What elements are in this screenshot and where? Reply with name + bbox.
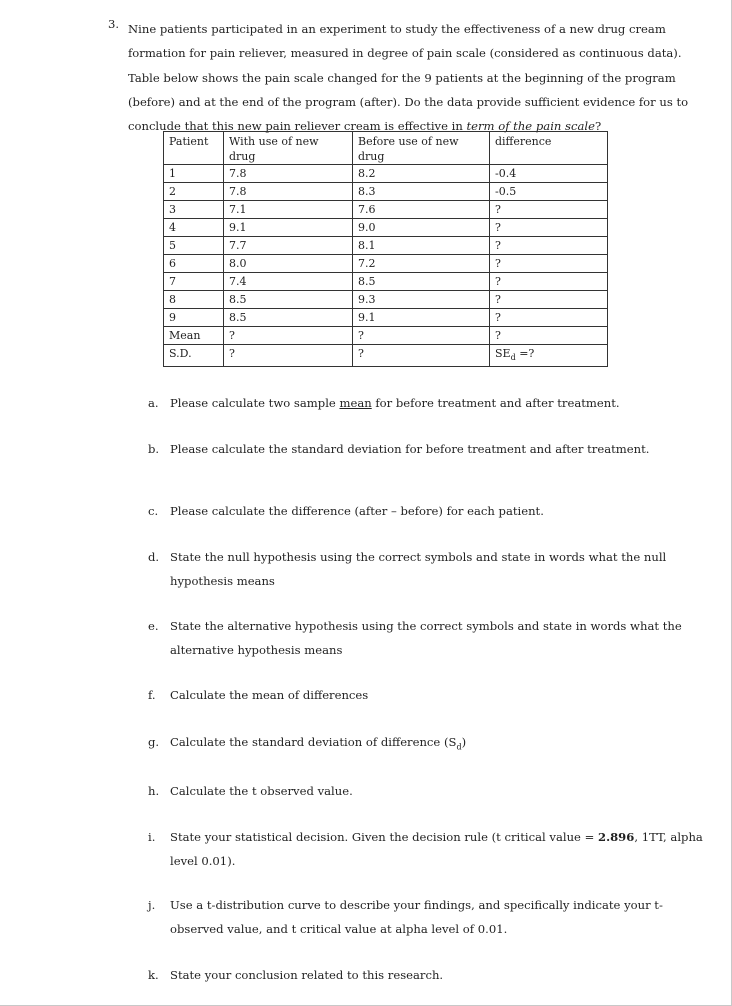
question-number: 3. [108,17,120,31]
table-header-row [164,132,608,165]
question-line: Table below shows the pain scale changed for the 9 patients at the beginning of the program [128,70,676,85]
table-row: 3 7.1 7.6 ? [164,201,608,219]
header-difference: difference [490,132,608,165]
pain-scale-table [163,131,608,367]
table-row: 5 7.7 8.1 ? [164,237,608,255]
table-row: 4 9.1 9.0 ? [164,219,608,237]
header-with-drug: With use of new drug [224,132,353,165]
question-text [128,17,688,138]
table-row: 7 7.4 8.5 ? [164,273,608,291]
mean-row: Mean ? ? ? [164,327,608,345]
question-line: conclude that this new pain reliever cream is effective in term of the pain scale? [128,119,602,134]
question-line: Nine patients participated in an experiment to study the effectiveness of a new drug cream [128,22,666,36]
header-patient: Patient [164,132,224,165]
question-line: (before) and at the end of the program (after). Do the data provide sufficient evidence for us to [128,94,689,109]
table-row: 8 8.5 9.3 ? [164,291,608,309]
header-before-drug: Before use of new drug [353,132,490,165]
table-row: 2 7.8 8.3 -0.5 [164,183,608,201]
table-row: 1 7.8 8.2 -0.4 [164,165,608,183]
table-row: 6 8.0 7.2 ? [164,255,608,273]
question-line: formation for pain reliever, measured in degree of pain scale (considered as continuous data). [128,46,682,61]
emphasized-term: term of the pain scale [466,119,595,134]
sd-row: S.D. ? ? $SE_d$ =? [164,345,608,367]
table-row: 9 8.5 9.1 ? [164,309,608,327]
